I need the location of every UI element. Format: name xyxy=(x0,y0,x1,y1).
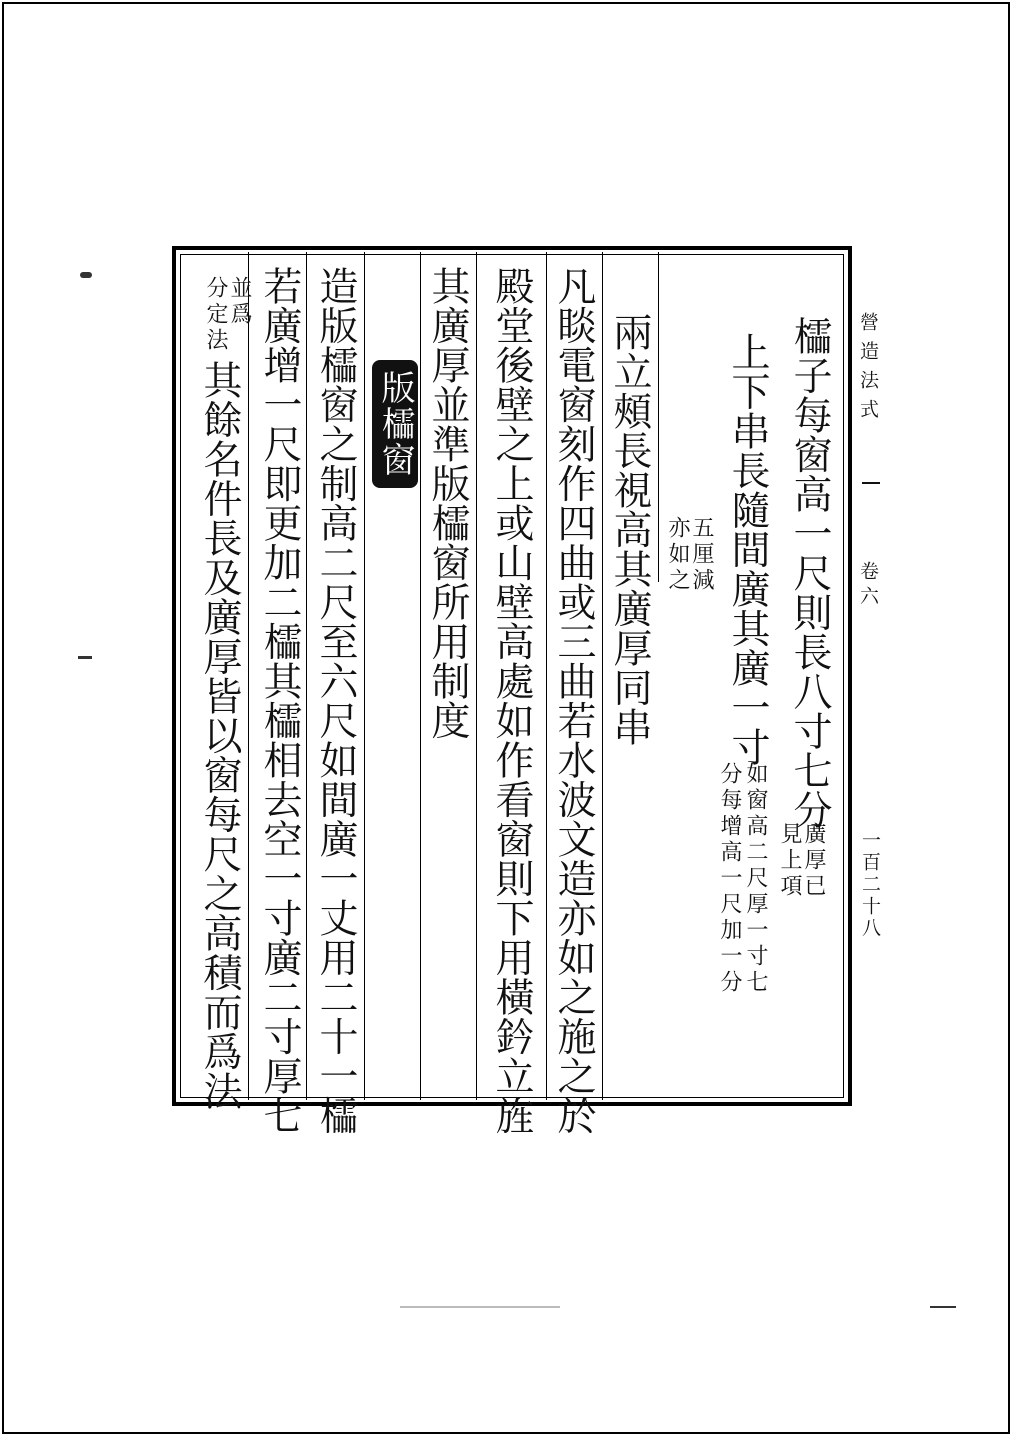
column-rule xyxy=(306,252,307,1100)
note-column-3a: 五厘減 xyxy=(689,516,714,594)
text-column-6: 殿堂後壁之上或山壁高處如作看窗則下用橫鈐立旌 xyxy=(489,266,534,1135)
column-rule xyxy=(248,252,249,1100)
note-column-1a: 廣厚已 xyxy=(801,822,826,900)
scan-mark xyxy=(78,656,92,659)
note-column-3b: 亦如之 xyxy=(665,516,690,594)
margin-dash xyxy=(862,482,880,484)
text-column-8: 造版櫺窗之制高二尺至六尺如間廣一丈用二十一櫺 xyxy=(313,266,358,1135)
scan-mark xyxy=(400,1306,560,1308)
column-rule xyxy=(420,252,421,1100)
text-column-10: 其餘名件長及廣厚皆以窗每尺之高積而爲法 xyxy=(197,360,242,1111)
text-column-2: 上下串長隨間廣其廣一寸 xyxy=(725,332,770,767)
note-column-2a: 如窗高二尺厚一寸七 xyxy=(743,762,768,996)
text-column-5: 凡睒電窗刻作四曲或三曲若水波文造亦如之施之於 xyxy=(551,266,596,1135)
volume-label: 卷六 xyxy=(857,561,879,611)
section-title-box xyxy=(372,360,418,488)
column-rule xyxy=(546,252,547,1100)
scan-mark xyxy=(80,272,92,278)
book-title: 營造法式 xyxy=(857,312,879,428)
scan-mark xyxy=(930,1306,956,1308)
column-rule xyxy=(476,252,477,1100)
text-column-7: 其廣厚並準版櫺窗所用制度 xyxy=(425,266,470,740)
note-column-10b: 分定法 xyxy=(203,276,228,354)
note-column-2b: 分每增高一尺加一分 xyxy=(717,762,742,996)
column-rule xyxy=(602,252,603,1100)
text-column-9: 若廣增一尺即更加二櫺其櫺相去空一寸廣二寸厚七 xyxy=(257,266,302,1135)
page-number: 一百二十八 xyxy=(859,830,881,940)
column-rule xyxy=(364,252,365,1100)
section-title: 版櫺窗 xyxy=(375,370,415,478)
text-column-4: 兩立頰長視高其廣厚同串 xyxy=(607,312,652,747)
note-column-10a: 並爲 xyxy=(227,276,252,328)
text-column-1: 櫺子每窗高一尺則長八寸七分 xyxy=(787,316,832,830)
note-column-1b: 見上項 xyxy=(777,822,802,900)
column-rule xyxy=(658,252,659,582)
